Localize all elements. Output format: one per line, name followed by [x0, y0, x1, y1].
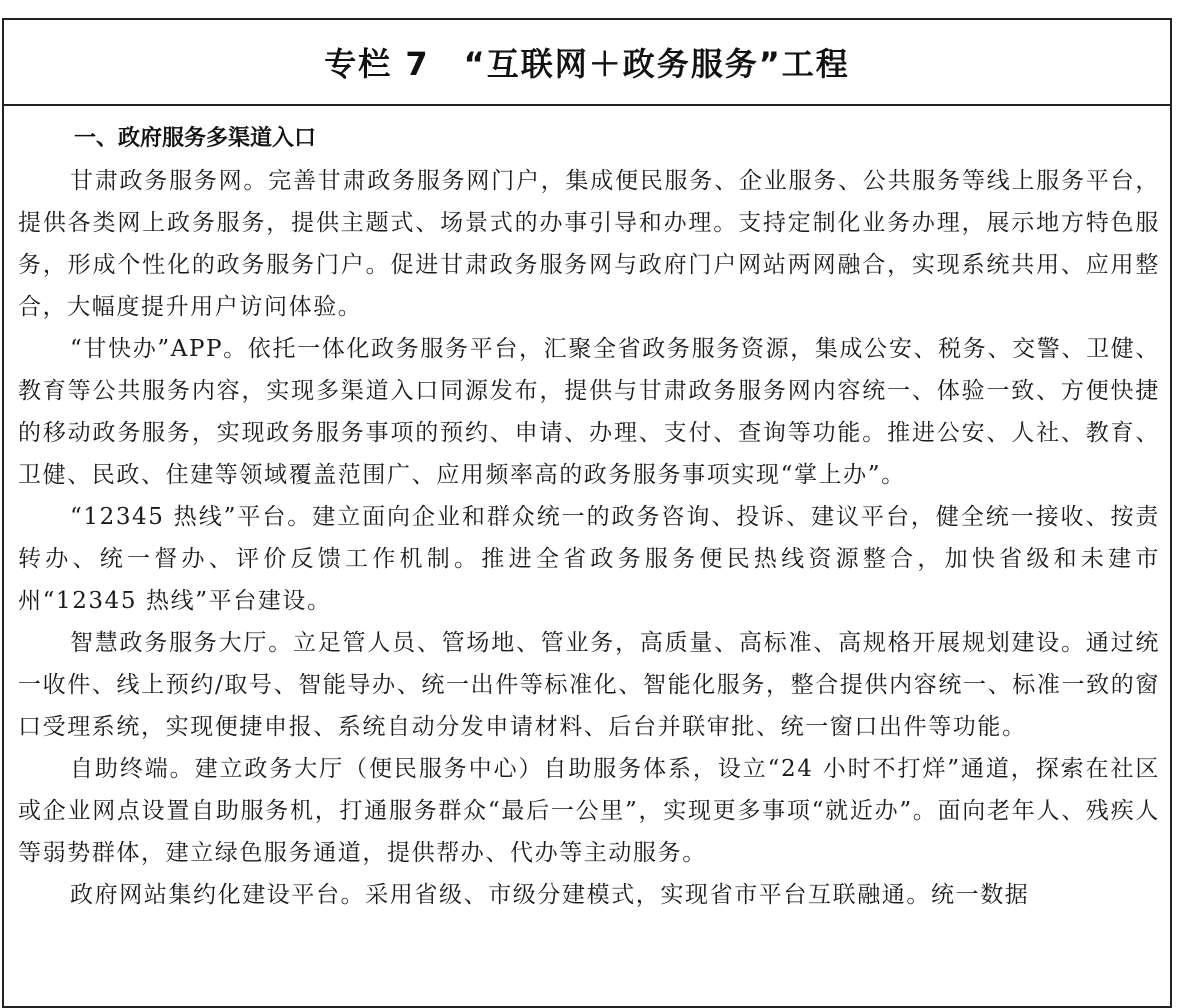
paragraph-website-platform: 政府网站集约化建设平台。采用省级、市级分建模式，实现省市平台互联融通。统一数据: [70, 882, 1030, 908]
column-box: [2, 18, 1172, 1008]
column-title: 专栏 7 “互联网＋政务服务”工程: [324, 45, 850, 83]
paragraph-gankuaiban-app: “甘快办”APP。依托一体化政务服务平台，汇聚全省政务服务资源，集成公安、税务、交警、卫健、教育等公共服务内容，实现多渠道入口同源发布，提供与甘肃政务服务网内容统一、体验一致、方便快捷的移动政务服务，实现政务服务事项的预约、申请、办理、支付、查询等功能。推进公安、人社、教育、卫健、民政、住建等领域覆盖范围广、应用频率高的政务服务事项实现“掌上办”。: [18, 336, 1160, 488]
column-content: [4, 106, 1170, 916]
paragraph-gansu-portal: 甘肃政务服务网。完善甘肃政务服务网门户，集成便民服务、企业服务、公共服务等线上服务平台，提供各类网上政务服务，提供主题式、场景式的办事引导和办理。支持定制化业务办理，展示地方特色服务，形成个性化的政务服务门户。促进甘肃政务服务网与政府门户网站两网融合，实现系统共用、应用整合，大幅度提升用户访问体验。: [18, 168, 1160, 320]
paragraph-smart-hall: 智慧政务服务大厅。立足管人员、管场地、管业务，高质量、高标准、高规格开展规划建设。通过统一收件、线上预约/取号、智能导办、统一出件等标准化、智能化服务，整合提供内容统一、标准一致的窗口受理系统，实现便捷申报、系统自动分发申请材料、后台并联审批、统一窗口出件等功能。: [18, 630, 1160, 740]
paragraph-self-service-terminal: 自助终端。建立政务大厅（便民服务中心）自助服务体系，设立“24 小时不打烊”通道，探索在社区或企业网点设置自助服务机，打通服务群众“最后一公里”，实现更多事项“就近办”。面向老年人、残疾人等弱势群体，建立绿色服务通道，提供帮办、代办等主动服务。: [18, 756, 1160, 866]
paragraph-12345-hotline: “12345 热线”平台。建立面向企业和群众统一的政务咨询、投诉、建议平台，健全统一接收、按责转办、统一督办、评价反馈工作机制。推进全省政务服务便民热线资源整合，加快省级和未建市州“12345 热线”平台建设。: [18, 504, 1160, 614]
title-box: [4, 20, 1170, 106]
section-heading: 一、政府服务多渠道入口: [74, 126, 317, 151]
